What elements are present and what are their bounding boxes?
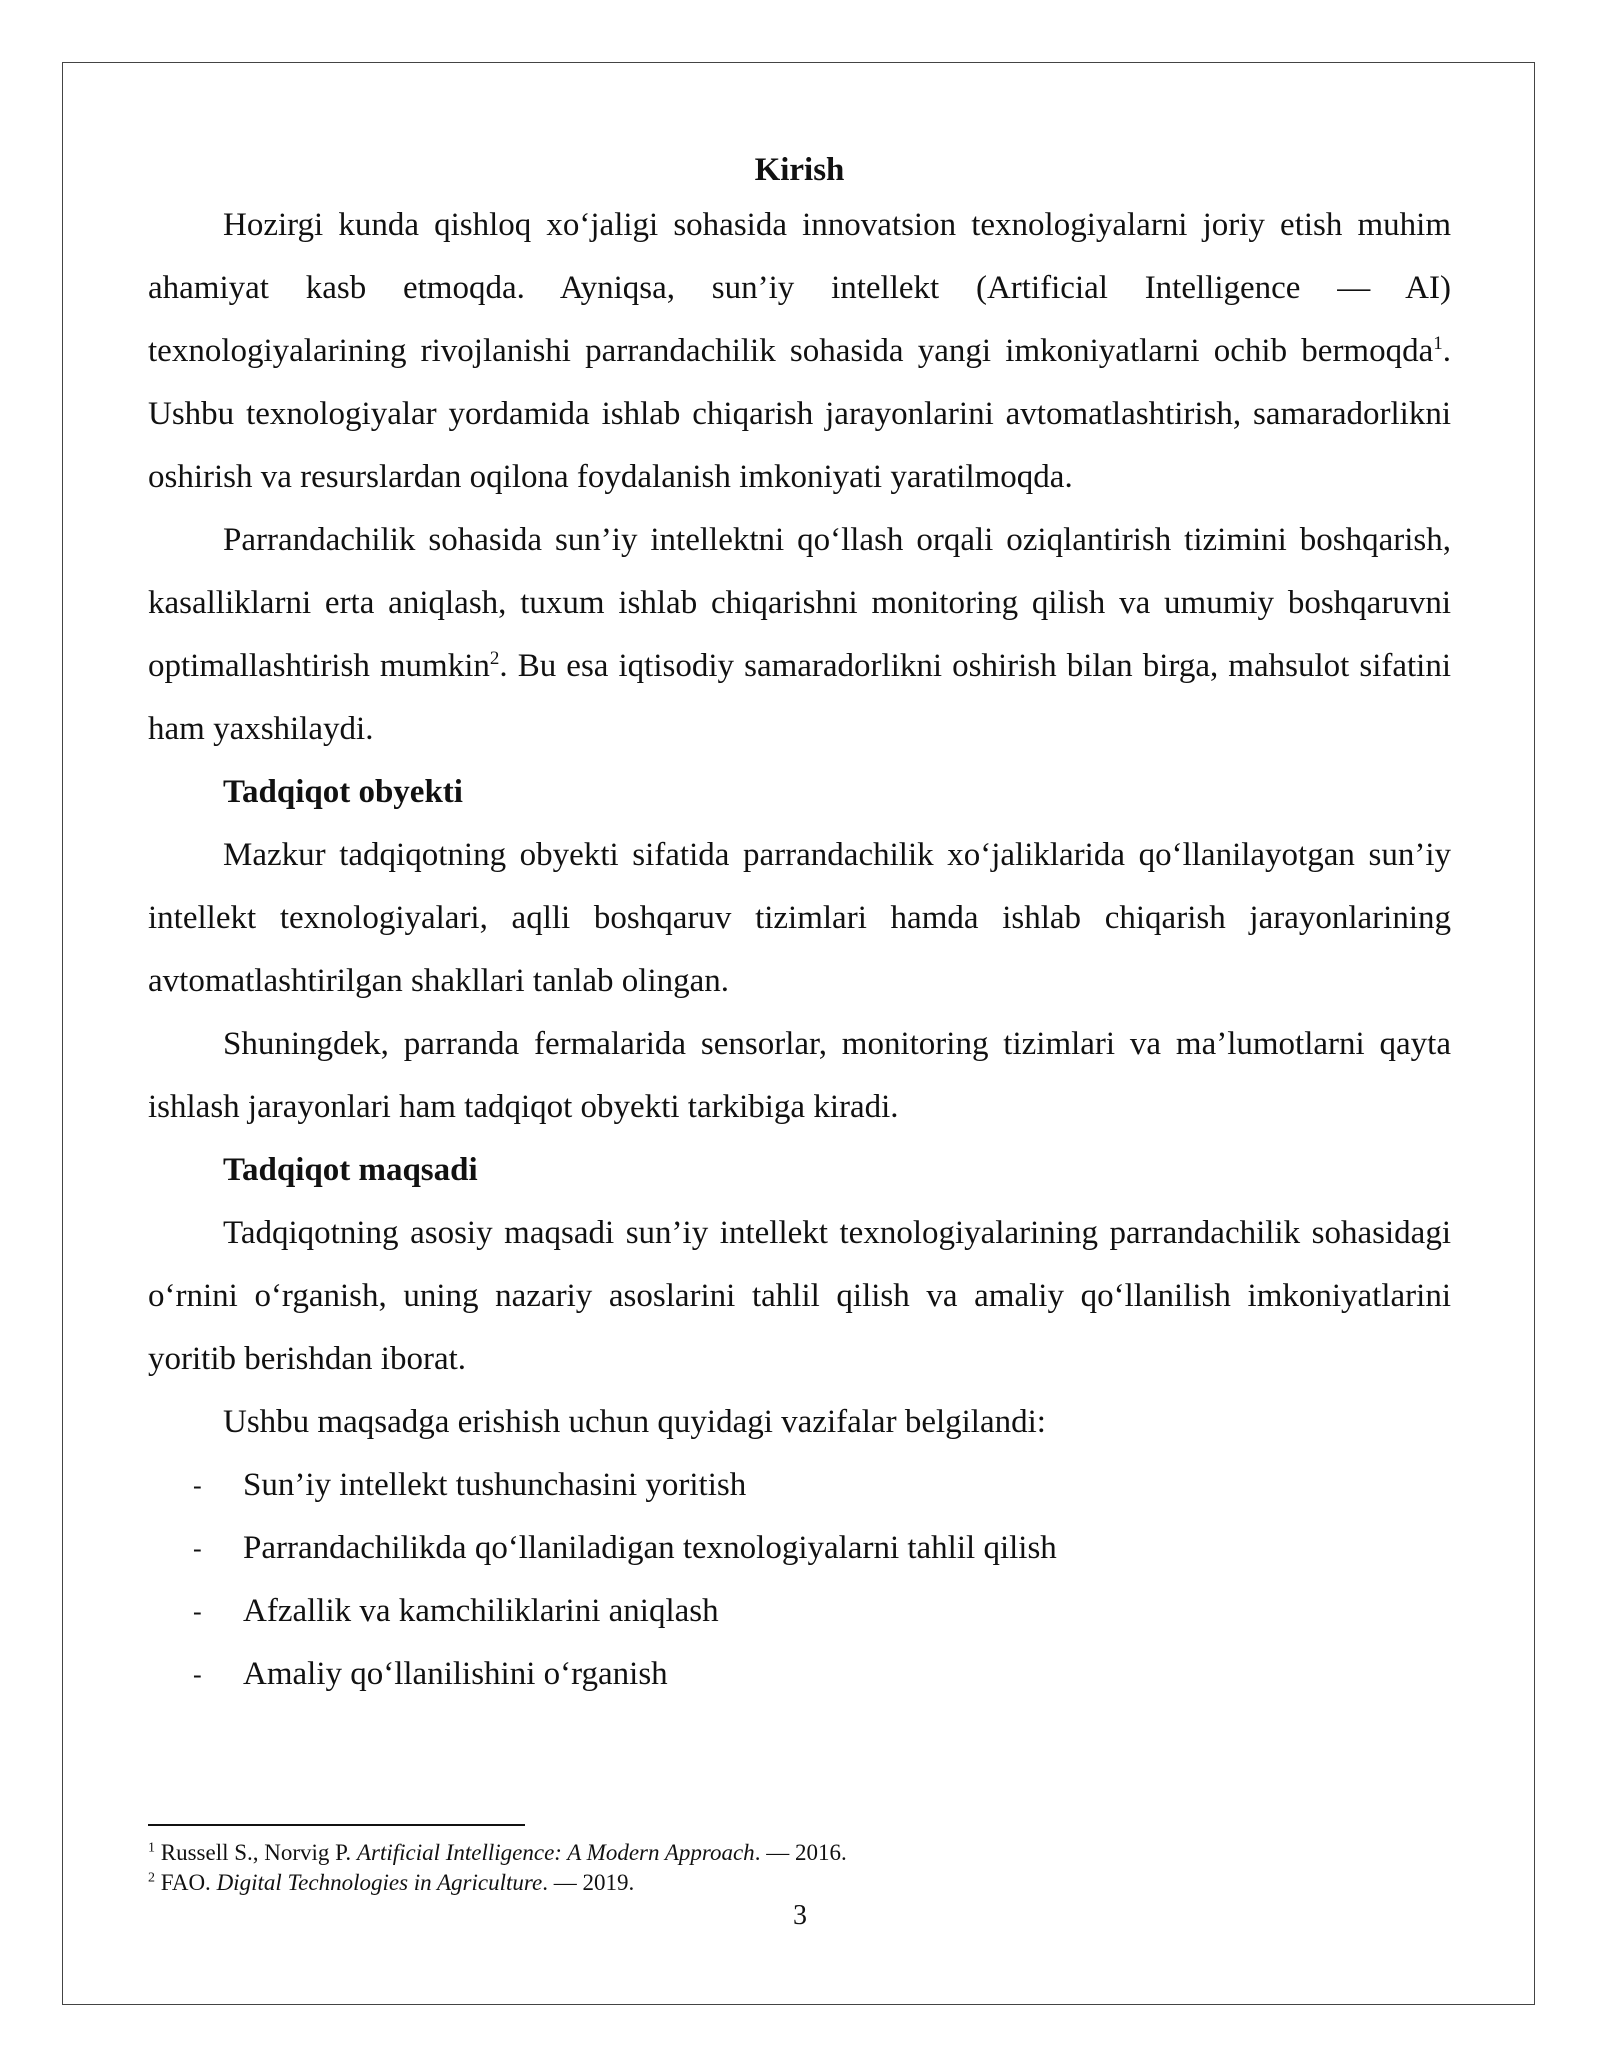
footnote-title: Artificial Intelligence: A Modern Approach [356,1840,755,1865]
intro-paragraph-2-text: Parrandachilik sohasida sun’iy intellektni qo‘llash orqali oziqlantirish tizimini boshqarish, kasalliklarni erta aniqlash, tuxum ishlab chiqarishni monitoring qilish va umumiy boshqaruvni optimallashtirish mumkin [148,522,1451,684]
footnote-ref-2[interactable]: 2 [489,648,500,669]
list-item [148,1643,1451,1706]
list-item [148,1517,1451,1580]
object-heading: Tadqiqot obyekti [223,774,463,810]
list-item [148,1580,1451,1643]
intro-paragraph-2-text-cont: . Bu esa iqtisodiy samaradorlikni oshirish bilan birga, mahsulot sifatini ham yaxshilaydi. [148,648,1452,747]
task-text: Amaliy qo‘llanilishini o‘rganish [243,1656,668,1692]
footnote-number: 2 [148,1870,155,1886]
bullet-dash: - [193,1471,202,1500]
bullet-dash: - [193,1534,202,1563]
task-text: Sun’iy intellekt tushunchasini yoritish [243,1467,747,1503]
intro-paragraph-1-text-cont: . Ushbu texnologiyalar yordamida ishlab chiqarish jarayonlarini avtomatlashtirish, samaradorlikni oshirish va resurslardan oqilona foydalanish imkoniyati yaratilmoqda. [148,333,1451,495]
page-body [148,146,1451,1706]
goal-heading: Tadqiqot maqsadi [223,1152,478,1188]
list-item [148,1454,1451,1517]
footnote-2 [148,1868,1448,1898]
footnote-text: Russell S., Norvig P. [155,1840,357,1865]
section-title: Kirish [754,152,845,188]
footnote-text: FAO. [155,1870,217,1895]
task-text: Parrandachilikda qo‘llaniladigan texnologiyalarni tahlil qilish [243,1530,1057,1566]
intro-paragraph-1 [148,194,1451,509]
footnotes [148,1838,1448,1898]
goal-paragraph-2: Ushbu maqsadga erishish uchun quyidagi vazifalar belgilandi: [223,1404,1046,1440]
footnote-text-end: . — 2019. [542,1870,635,1895]
intro-paragraph-1-text: Hozirgi kunda qishloq xo‘jaligi sohasida innovatsion texnologiyalarni joriy etish muhim ahamiyat kasb etmoqda. Ayniqsa, sun’iy intellekt (Artificial Intelligence — AI) texnologiyalarining rivojlanishi parrandachilik sohasida yangi imkoniyatlarni ochib bermoqda [148,207,1451,369]
footnote-number: 1 [148,1840,155,1856]
footnote-text-end: . — 2016. [754,1840,847,1865]
page-number: 3 [793,1900,807,1931]
task-list [148,1454,1451,1706]
bullet-dash: - [193,1660,202,1689]
footnote-separator [148,1824,525,1826]
footnote-ref-1[interactable]: 1 [1433,333,1443,354]
goal-paragraph-1: Tadqiqotning asosiy maqsadi sun’iy intellekt texnologiyalarining parrandachilik sohasidagi o‘rnini o‘rganish, uning nazariy asoslarini tahlil qilish va amaliy qo‘llanilish imkoniyatlarini yoritib berishdan iborat. [148,1215,1451,1377]
footnote-title: Digital Technologies in Agriculture [216,1870,543,1895]
intro-paragraph-2 [148,509,1451,761]
task-text: Afzallik va kamchiliklarini aniqlash [243,1593,719,1629]
object-paragraph-1: Mazkur tadqiqotning obyekti sifatida parrandachilik xo‘jaliklarida qo‘llanilayotgan sun’iy intellekt texnologiyalari, aqlli boshqaruv tizimlari hamda ishlab chiqarish jarayonlarining avtomatlashtirilgan shakllari tanlab olingan. [148,837,1451,999]
object-paragraph-2: Shuningdek, parranda fermalarida sensorlar, monitoring tizimlari va ma’lumotlarni qayta ishlash jarayonlari ham tadqiqot obyekti tarkibiga kiradi. [148,1026,1451,1125]
footnote-1 [148,1838,1448,1868]
bullet-dash: - [193,1597,202,1626]
